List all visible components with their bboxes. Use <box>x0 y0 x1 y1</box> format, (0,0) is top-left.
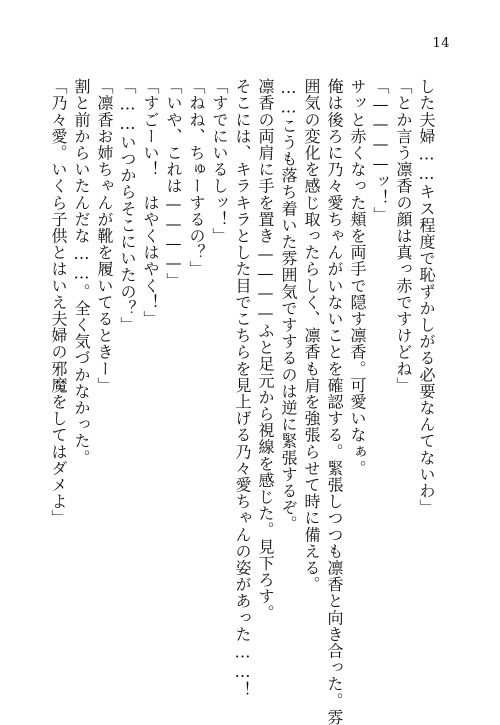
text-line: 「とか言う凛香の顔は真っ赤ですけどね」 <box>394 78 413 394</box>
page-number: 14 <box>432 36 450 51</box>
text-line: 「すごーい！ はやくはやく！」 <box>141 78 160 327</box>
text-line: 割と前からいたんだな……。全く気づかなかった。 <box>72 78 91 466</box>
text-line: 囲気の変化を感じ取ったらしく、凛香も肩を強張らせて時に備える。 <box>302 78 321 593</box>
text-line: そこには、キラキラとした目でこちらを見上げる乃々愛ちゃんの姿があった……！ <box>233 78 252 699</box>
text-line: 「————ッ！」 <box>371 78 390 223</box>
text-line: 「……いつからそこにいたの？」 <box>118 78 137 333</box>
text-line: 凛香の両肩に手を置き————ふと足元から視線を感じた。見下ろす。 <box>256 78 275 622</box>
text-line: 「すでにいるしッ！」 <box>210 78 229 244</box>
text-line: した夫婦……キス程度で恥ずかしがる必要なんてないわ」 <box>417 78 436 516</box>
text-line: サッと赤くなった頬を両手で隠す凛香。可愛いなぁ。 <box>348 78 367 477</box>
text-line: 「いや、これは————」 <box>164 78 183 290</box>
text-line: 「凛香お姉ちゃんが靴を履いてるときー」 <box>95 78 114 394</box>
text-line: 「ねね、ちゅーするの？」 <box>187 78 206 278</box>
text-line: 俺は後ろに乃々愛ちゃんがいないことを確認する。緊張しつつも凛香と向き合った。雰 <box>325 78 344 725</box>
text-line: ……こうも落ち着いた雰囲気ですするのは逆に緊張するぞ。 <box>279 78 298 533</box>
vertical-text-body <box>49 78 436 725</box>
text-line: 「乃々愛。いくら子供とはいえ夫婦の邪魔をしてはダメよ」 <box>49 78 68 527</box>
